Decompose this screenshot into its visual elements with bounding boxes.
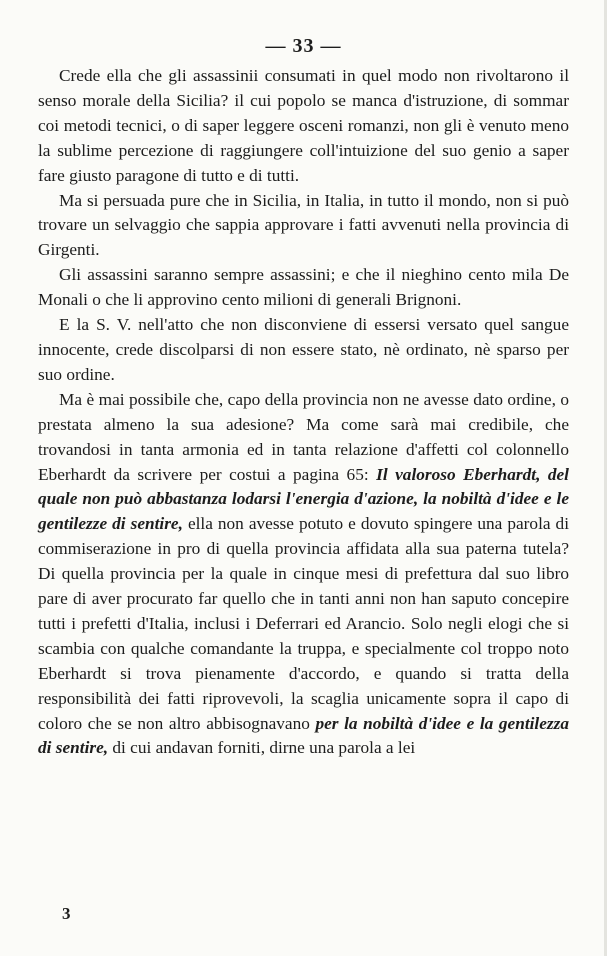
paragraph-5-text-1: Ma è mai possibile che, capo della provincia non ne avesse dato ordine, o prestata almeno la sua adesione? Ma come sarà mai credibile, che trovandosi in tanta armonia ed in tanta relazione d'affetti col colonnello Eberhardt da scrivere per costui a pagina 65:: [38, 389, 569, 484]
paragraph-4: E la S. V. nell'atto che non disconviene di essersi versato quel sangue innocente, crede discolparsi di non essere stato, nè ordinato, nè sparso per suo ordine.: [38, 315, 569, 384]
paragraph-5-text-3: di cui andavan forniti, dirne una parola a lei: [108, 738, 416, 758]
paragraph-5: [38, 388, 569, 762]
page-header: — 33 —: [265, 35, 342, 57]
italic-quote-1: Il valoroso Eberhardt, del quale non può abbastanza lodarsi l'energia d'azione, la nobiltà d'idee e le gentilezze di sentire,: [38, 464, 569, 534]
paragraph-2: Ma si persuada pure che in Sicilia, in Italia, in tutto il mondo, non si può trovare un selvaggio che sappia approvare i fatti avvenuti nella provincia di Girgenti.: [38, 190, 569, 260]
paragraph-3: Gli assassini saranno sempre assassini; e che il nieghino cento mila De Monali o che li approvino cento milioni di generali Brignoni.: [38, 265, 569, 310]
paragraph-1: Crede ella che gli assassinii consumati in quel modo non rivoltarono il senso morale della Sicilia? il cui popolo se manca d'istruzione, di sommar coi metodi tecnici, o di saper leggere osceni romanzi, non gli è venuto meno la sublime percezione di raggiungere coll'intuizione del suo genio a saper fare giusto paragone di tutto e di tutti.: [38, 66, 569, 185]
italic-quote-2: per la nobiltà d'idee e la gentilezza di sentire,: [38, 713, 569, 758]
paragraph-5-text-2: ella non avesse potuto e dovuto spingere una parola di commiserazione in pro di quella provincia affidata alla sua paterna tutela? Di quella provincia per la quale in cinque mesi di prefettura dal suo libro pare di aver procurato far quello che in tanti anni non han saputo concepire tutti i prefetti d'Italia, inclusi i Deferrari ed Arancio. Solo negli elogi che si scambia con qualche comandante la truppa, e specialmente col troppo noto Eberhardt si trova pienamente d'accordo, e quando si tratta della responsibilità dei fatti riprovevoli, la scaglia unicamente sopra il capo di coloro che se non altro abbisognavano: [38, 514, 569, 733]
body-text: [38, 64, 569, 761]
signature-mark: 3: [62, 904, 71, 923]
